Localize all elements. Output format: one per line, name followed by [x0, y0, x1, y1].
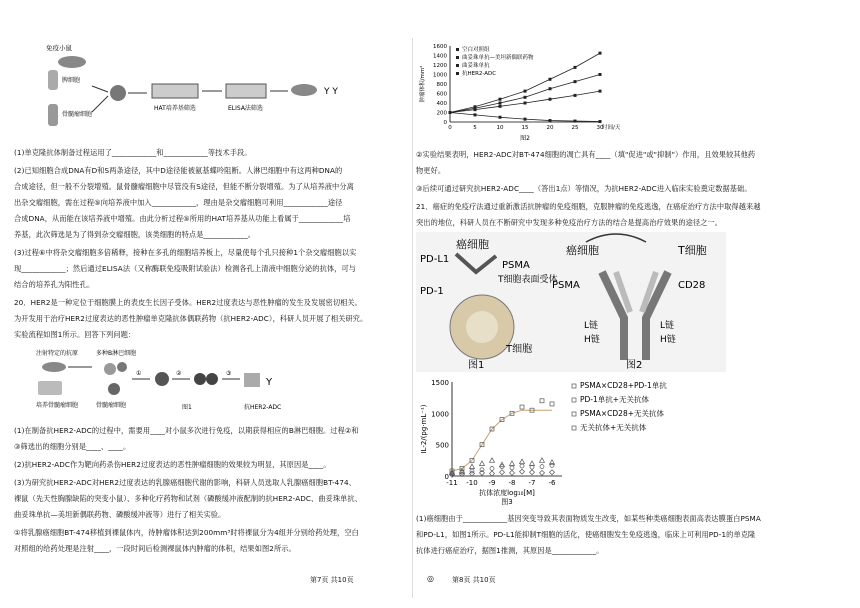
y-tick-label: 1400: [433, 53, 447, 60]
label-myeloma-cells: 骨髓瘤细胞: [96, 402, 127, 409]
legend-label: 无关抗体+无关抗体: [580, 423, 647, 432]
label-cancer-cell-2: 癌细胞: [566, 244, 599, 257]
y-tick-label: 600: [436, 91, 447, 98]
tumor-volume-chart: [416, 38, 621, 146]
y-tick-label: 500: [435, 441, 449, 450]
question-21-1-line2: 和PD-L1，如图1所示。PD-L1能抑制T细胞的活化，使癌细胞发生免疫逃逸，临床上可利用PD-1的单克隆: [416, 530, 756, 539]
label-t-cell: T细胞: [506, 344, 533, 355]
data-point: [540, 458, 545, 463]
question-20-intro-line3: 实验流程如图1所示。回答下列问题：: [14, 330, 136, 339]
label-l-chain-left: L链: [584, 321, 599, 331]
x-tick-label: 0: [448, 125, 452, 131]
data-point: [524, 102, 527, 105]
label-pd-l1: PD-L1: [420, 254, 450, 265]
data-point: [549, 87, 552, 90]
data-point: [549, 78, 552, 81]
data-point: [520, 469, 525, 474]
data-point: [480, 468, 484, 472]
x-tick-label: -7: [528, 479, 536, 487]
legend-label: 抗HER2-ADC: [462, 71, 497, 77]
y-tick-label: 1500: [431, 379, 449, 387]
data-point: [474, 108, 477, 111]
label-adc: 抗HER2-ADC: [244, 404, 282, 411]
question-20-1-line1: (1)在制备抗HER2-ADC的过程中，需要用____对小鼠多次进行免疫，以期获得相应的B淋巴细胞。过程②和: [14, 426, 359, 435]
data-point: [460, 470, 464, 474]
x-tick-label: -10: [466, 479, 478, 487]
data-point: [520, 464, 524, 468]
data-point: [490, 466, 494, 470]
column-divider: [412, 38, 413, 598]
y-tick-label: 1600: [433, 44, 447, 50]
question-21-1-line3: 抗体进行癌症治疗，据图1推测，其原因是____________。: [416, 546, 604, 555]
y-tick-label: 1000: [433, 72, 447, 79]
x-tick-label: 20: [546, 125, 554, 131]
data-point: [599, 73, 602, 76]
legend-marker: [456, 48, 459, 51]
y-tick-label: 400: [436, 101, 447, 107]
data-point: [549, 119, 552, 122]
antibody-glyph: Y Y: [324, 87, 338, 97]
label-psma-2: PSMA: [552, 280, 580, 291]
test-tube-icon: [48, 104, 58, 126]
step-2: ②: [176, 370, 182, 377]
mouse-icon: [58, 56, 86, 68]
label-h-chain-right: H链: [660, 335, 676, 345]
data-point: [574, 80, 577, 83]
question-20-3-step1-line2: 对照组的给药处理是注射____，一段时间后检测裸鼠体内肿瘤的体积，结果如图2所示。: [14, 544, 296, 553]
data-point: [499, 98, 502, 101]
nucleus-graphic: [466, 311, 498, 343]
question-20-3-step2-line2: 物更好。: [416, 166, 446, 175]
question-19-2-line2: 合成途径，但一般不分裂增殖。鼠骨髓瘤细胞中尽管没有S途径，但能不断分裂增殖。为了从培养液中分离: [14, 182, 354, 191]
data-point: [599, 120, 602, 123]
data-point: [599, 90, 602, 93]
label-culture-myeloma: 培养骨髓瘤细胞: [36, 402, 79, 409]
label-psma: PSMA: [502, 260, 530, 271]
legend-marker: [456, 64, 459, 67]
question-20-intro-line1: 20．HER2是一种定位于细胞膜上的表皮生长因子受体。HER2过度表达与恶性肿瘤的发生及发展密切相关。: [14, 298, 362, 307]
legend-marker: [572, 426, 576, 430]
question-20-3-line2: 裸鼠（先天性胸腺缺陷的突变小鼠）、多种化疗药物和试剂（磷酸缓冲液配制的抗HER2-ADC、曲妥珠单抗、: [14, 494, 362, 503]
data-point: [520, 405, 524, 409]
immune-cells-figure: [416, 232, 726, 372]
y-axis-label: 肿瘤体积/mm³: [420, 65, 426, 103]
question-20-intro-line2: 为开发用于治疗HER2过度表达的恶性肿瘤单克隆抗体偶联药物（抗HER2-ADC），科研人员开展了相关研究。: [14, 314, 368, 323]
data-point: [530, 465, 534, 469]
data-point: [524, 90, 527, 93]
data-point: [499, 105, 502, 108]
chart-caption: 图3: [501, 498, 513, 506]
data-point: [530, 461, 535, 466]
x-tick-label: 25: [571, 125, 579, 131]
y-tick-label: 0: [443, 120, 447, 126]
question-19-3-line2: 现____________；然后通过ELISA法（又称酶联免疫吸附试验法）检测各孔上清液中细胞分泌的抗体，可与: [14, 264, 357, 273]
legend-label: 曲妥珠单抗: [462, 63, 490, 69]
question-19-3-line3: 结合的培养孔为阳性孔。: [14, 280, 95, 289]
label-t-cell-receptor: T细胞表面受体: [498, 275, 558, 285]
data-point: [449, 111, 452, 114]
data-point: [574, 66, 577, 69]
data-point: [549, 98, 552, 101]
legend-marker: [456, 56, 459, 59]
label-immune-mouse: 免疫小鼠: [46, 44, 72, 52]
question-20-3-line1: (3)为研究抗HER2-ADC对HER2过度表达的乳腺癌细胞代谢的影响，科研人员选取人乳腺癌细胞BT-474、: [14, 478, 356, 487]
page-number-left: 第7页 共10页: [310, 576, 354, 584]
legend-marker: [456, 72, 459, 75]
adc-process-figure: [32, 345, 322, 415]
label-cd28: CD28: [678, 280, 706, 291]
legend-label: PSMA×CD28+PD-1单抗: [580, 381, 667, 390]
label-h-chain-left: H链: [584, 335, 600, 345]
data-point: [490, 471, 495, 476]
question-19-1: (1)单克隆抗体制备过程运用了____________和____________等技术手段。: [14, 148, 252, 157]
data-point: [550, 402, 554, 406]
x-tick-label: -11: [446, 479, 458, 487]
page-number-right: 第8页 共10页: [452, 576, 496, 584]
antibody-glyph: Y: [266, 377, 273, 388]
label-hat: HAT培养基筛选: [154, 105, 196, 112]
antibody-process-figure: [32, 38, 362, 138]
legend-label: 空白对照组: [462, 47, 490, 53]
label-t-cell-2: T细胞: [678, 244, 707, 257]
data-point: [524, 118, 527, 121]
data-point: [499, 102, 502, 105]
data-point: [574, 120, 577, 123]
question-19-2-line4: 合成DNA，从而能在该培养液中增殖。由此分析过程⑤所用的HAT培养基从功能上看属于____________培: [14, 214, 351, 223]
label-elisa: ELISA法筛选: [228, 105, 263, 112]
question-19-2-line3: 出杂交瘤细胞，需在过程⑤向培养液中加入____________，理由是杂交瘤细胞可利用____________途径: [14, 198, 343, 207]
data-point: [574, 94, 577, 97]
binding-mark: ◎: [427, 574, 434, 583]
label-inject-antigen: 注射特定的抗原: [36, 350, 79, 357]
il2-concentration-chart: [416, 376, 726, 506]
series-line: [450, 75, 600, 113]
x-axis-label: 抗体浓度log₁₀[M]: [479, 489, 535, 497]
data-point: [510, 466, 514, 470]
data-point: [510, 461, 515, 466]
label-l-chain-right: L链: [660, 321, 675, 331]
y-tick-label: 200: [436, 110, 447, 117]
question-20-3-step2-line1: ②实验结果表明，HER2-ADC对BT-474细胞的凋亡具有____（填"促进"或"抑制"）作用，且效果较其他药: [416, 150, 756, 159]
well-plate-icon: [152, 84, 198, 98]
question-21-intro-line1: 21．癌症的免疫疗法通过重新激活抗肿瘤的免疫细胞，克服肿瘤的免疫逃逸，在癌症治疗方法中取得越来越: [416, 202, 761, 211]
data-point: [550, 470, 555, 475]
question-20-3-step1-line1: ①将乳腺癌细胞BT-474移植到裸鼠体内，待肿瘤体积达到200mm³时将裸鼠分为4组并分别给药处理，空白: [14, 528, 359, 537]
data-point: [500, 470, 505, 475]
question-20-1-line2: ③筛选出的细胞分别是____、____。: [14, 442, 131, 451]
mouse-icon: [42, 362, 66, 372]
mouse-icon: [291, 84, 317, 96]
x-tick-label: 30: [596, 125, 604, 131]
question-20-3-step3: ③后续可通过研究抗HER2-ADC____（答出1点）等情况，为抗HER2-ADC进入临床实验奠定数据基础。: [416, 184, 752, 193]
step-1: ①: [136, 370, 142, 377]
fused-cell-icon: [110, 85, 126, 101]
data-point: [530, 470, 535, 475]
x-tick-label: 15: [521, 125, 529, 131]
data-point: [524, 96, 527, 99]
legend-marker: [572, 384, 576, 388]
y-tick-label: 1200: [433, 63, 447, 69]
label-cancer-cell: 癌细胞: [456, 238, 489, 251]
test-tube-icon: [48, 70, 58, 90]
chart-caption: 图2: [520, 135, 530, 142]
legend-label: 曲妥珠单抗—美坦新偶联药物: [462, 55, 534, 61]
x-tick-label: 5: [473, 125, 477, 131]
data-point: [499, 116, 502, 119]
question-20-3-line3: 曲妥珠单抗—美坦新偶联药物、磷酸缓冲液等）进行了相关实验。: [14, 510, 226, 519]
x-tick-label: -8: [508, 479, 516, 487]
data-point: [520, 459, 525, 464]
legend-label: PD-1单抗+无关抗体: [580, 395, 650, 404]
y-axis-label: IL-2/(pg·mL⁻¹): [420, 404, 428, 454]
legend-marker: [572, 412, 576, 416]
question-21-1-line1: (1)癌细胞由于____________基因突变导致其表面物质发生改变，如某些种类癌细胞表面高表达膜蛋白PSMA: [416, 514, 761, 523]
y-tick-label: 1000: [431, 410, 449, 419]
question-19-2-line1: (2)已知细胞合成DNA有D和S两条途径，其中D途径能被氨基蝶呤阻断。人淋巴细胞中有这两种DNA的: [14, 166, 343, 175]
data-point: [470, 464, 475, 469]
legend-marker: [572, 398, 576, 402]
question-21-intro-line2: 突出的地位，科研人员在不断研究中发现多种免疫治疗方法的结合是提高治疗效果的途径之一。: [416, 218, 723, 227]
y-tick-label: 0: [444, 473, 449, 481]
data-point: [540, 470, 545, 475]
figure-1-caption: 图1: [182, 404, 192, 411]
label-spleen: 脾细胞: [62, 77, 81, 84]
question-19-3-line1: (3)过程⑥中将杂交瘤细胞多倍稀释，接种在多孔的细胞培养板上，尽量使每个孔只接种1个杂交瘤细胞以实: [14, 248, 357, 257]
data-point: [474, 113, 477, 116]
label-multi-b-cells: 多种B淋巴细胞: [96, 350, 137, 357]
cell-figure-1-caption: 图1: [468, 360, 485, 371]
x-tick-label: -9: [488, 479, 496, 487]
well-plate-icon: [226, 84, 266, 98]
y-tick-label: 800: [436, 82, 447, 88]
step-3: ③: [226, 370, 232, 377]
label-myeloma: 骨髓瘤细胞: [62, 111, 93, 118]
data-point: [599, 52, 602, 55]
data-point: [510, 470, 515, 475]
x-tick-label: 10: [496, 125, 504, 131]
question-20-2: (2)抗HER2-ADC作为靶向药杀伤HER2过度表达的恶性肿瘤细胞的效果较为明显，其原因是____。: [14, 460, 331, 469]
label-pd-1: PD-1: [420, 286, 444, 297]
cell-figure-2-caption: 图2: [626, 360, 643, 371]
data-point: [540, 465, 544, 469]
data-point: [540, 399, 544, 403]
x-axis-label: 时间/天: [602, 125, 621, 131]
legend-label: PSMA×CD28+无关抗体: [580, 409, 665, 418]
culture-dish-icon: [38, 381, 62, 395]
x-tick-label: -6: [548, 479, 556, 487]
data-point: [480, 461, 485, 466]
question-19-2-line5: 养基，此次筛选是为了得到杂交瘤细胞，该类细胞的特点是____________。: [14, 230, 256, 239]
data-point: [490, 458, 495, 463]
